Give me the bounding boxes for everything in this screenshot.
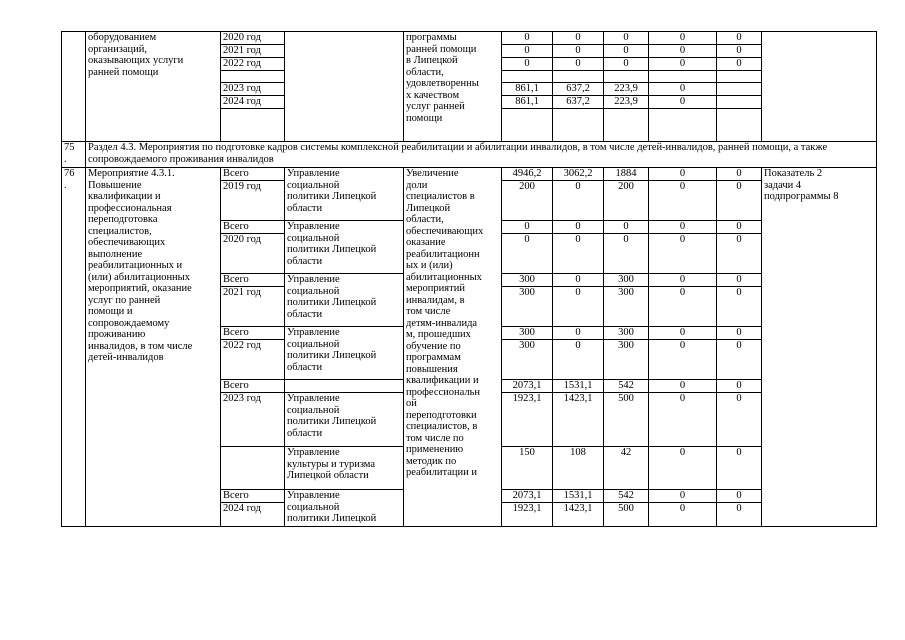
value-cell: 0 (604, 58, 649, 71)
value-cell: 2073,1 (502, 380, 553, 393)
value-cell: 223,9 (604, 96, 649, 109)
value-cell: 0 (553, 340, 604, 380)
year-cell: 2021 год (221, 287, 285, 327)
value-cell: 0 (717, 181, 762, 221)
year-cell: 2024 год (221, 96, 285, 109)
value-cell: 0 (649, 45, 717, 58)
year-cell: 2020 год (221, 32, 285, 45)
value-cell: 1423,1 (553, 503, 604, 527)
event-cell: оборудованием организаций, оказывающих услуги ранней помощи (86, 32, 221, 142)
result-cell: Увеличение доли специалистов в Липецкой области, обеспечивающих оказание реабилитационн ых и (или) абилитационных мероприятий инвалидам, в том числе детям-инвалида м, прошедших обучение по программам повышения квалификации и профессиональн ой переподготовки специалистов, в том числе по применению методик по реабилитации и (404, 168, 502, 527)
value-cell: 3062,2 (553, 168, 604, 181)
value-cell: 0 (649, 490, 717, 503)
value-cell: 0 (717, 380, 762, 393)
value-cell: 1423,1 (553, 393, 604, 447)
year-cell (221, 447, 285, 490)
value-cell: 0 (649, 96, 717, 109)
table-row (62, 32, 877, 45)
value-cell (502, 109, 553, 142)
value-cell: 0 (553, 274, 604, 287)
executor-cell: Управление социальной политики Липецкой области (285, 221, 404, 274)
value-cell: 200 (604, 181, 649, 221)
value-cell: 0 (553, 32, 604, 45)
value-cell: 0 (717, 58, 762, 71)
value-cell (553, 71, 604, 83)
year-cell (221, 71, 285, 83)
year-cell: Всего (221, 380, 285, 393)
value-cell (717, 83, 762, 96)
value-cell: 0 (649, 83, 717, 96)
value-cell: 300 (604, 327, 649, 340)
value-cell: 0 (553, 234, 604, 274)
value-cell: 500 (604, 393, 649, 447)
value-cell (649, 71, 717, 83)
value-cell: 0 (649, 503, 717, 527)
value-cell: 300 (502, 287, 553, 327)
event-cell: Мероприятие 4.3.1. Повышение квалификации и профессиональная переподготовка специалистов, обеспечивающих выполнение реабилитационных и (или) абилитационных мероприятий, оказание услуг по ранней помощи и сопровождаемому проживанию инвалидов, в том числе детей-инвалидов (86, 168, 221, 527)
value-cell: 0 (649, 274, 717, 287)
year-cell: 2021 год (221, 45, 285, 58)
year-cell: Всего (221, 221, 285, 234)
executor-cell: Управление социальной политики Липецкой области (285, 168, 404, 221)
value-cell: 0 (553, 287, 604, 327)
year-cell: 2022 год (221, 58, 285, 71)
year-cell: Всего (221, 327, 285, 340)
value-cell (502, 71, 553, 83)
value-cell: 0 (553, 327, 604, 340)
value-cell: 0 (649, 168, 717, 181)
executor-cell: Управление культуры и туризма Липецкой области (285, 447, 404, 490)
value-cell: 0 (717, 234, 762, 274)
value-cell: 500 (604, 503, 649, 527)
year-cell: Всего (221, 490, 285, 503)
year-cell: 2023 год (221, 83, 285, 96)
num-cell: 75 . (62, 142, 86, 168)
value-cell: 0 (717, 340, 762, 380)
value-cell: 0 (649, 393, 717, 447)
value-cell: 300 (502, 327, 553, 340)
value-cell (717, 109, 762, 142)
value-cell: 4946,2 (502, 168, 553, 181)
value-cell: 0 (717, 503, 762, 527)
value-cell: 0 (717, 168, 762, 181)
value-cell: 861,1 (502, 96, 553, 109)
executor-cell (285, 380, 404, 393)
value-cell (553, 109, 604, 142)
value-cell: 0 (604, 32, 649, 45)
value-cell: 0 (649, 58, 717, 71)
value-cell: 0 (553, 181, 604, 221)
value-cell (604, 71, 649, 83)
value-cell: 0 (502, 45, 553, 58)
value-cell (717, 71, 762, 83)
value-cell: 223,9 (604, 83, 649, 96)
value-cell: 0 (502, 221, 553, 234)
value-cell (717, 96, 762, 109)
value-cell: 0 (553, 58, 604, 71)
value-cell: 861,1 (502, 83, 553, 96)
value-cell: 637,2 (553, 96, 604, 109)
executor-cell: Управление социальной политики Липецкой области (285, 393, 404, 447)
value-cell: 1531,1 (553, 380, 604, 393)
value-cell: 0 (604, 234, 649, 274)
value-cell: 0 (649, 234, 717, 274)
value-cell: 542 (604, 380, 649, 393)
year-cell: 2022 год (221, 340, 285, 380)
value-cell: 2073,1 (502, 490, 553, 503)
indicator-cell: Показатель 2 задачи 4 подпрограммы 8 (762, 168, 877, 527)
value-cell: 0 (649, 32, 717, 45)
num-cell (62, 32, 86, 142)
value-cell: 0 (717, 221, 762, 234)
executor-cell: Управление социальной политики Липецкой области (285, 274, 404, 327)
value-cell: 0 (502, 234, 553, 274)
value-cell: 108 (553, 447, 604, 490)
section-row (62, 142, 877, 168)
value-cell: 0 (649, 447, 717, 490)
value-cell: 0 (649, 327, 717, 340)
value-cell: 0 (717, 274, 762, 287)
table-row (62, 168, 877, 181)
year-cell: 2023 год (221, 393, 285, 447)
value-cell: 0 (604, 45, 649, 58)
value-cell: 1884 (604, 168, 649, 181)
value-cell: 0 (649, 380, 717, 393)
value-cell: 300 (604, 340, 649, 380)
value-cell: 0 (604, 221, 649, 234)
value-cell: 300 (604, 274, 649, 287)
value-cell: 0 (553, 221, 604, 234)
value-cell: 0 (553, 45, 604, 58)
value-cell: 0 (502, 58, 553, 71)
value-cell: 0 (649, 287, 717, 327)
indicator-cell (762, 32, 877, 142)
executor-cell: Управление социальной политики Липецкой (285, 490, 404, 527)
value-cell: 1923,1 (502, 393, 553, 447)
value-cell: 300 (502, 274, 553, 287)
result-cell: программы ранней помощи в Липецкой области, удовлетворенны х качеством услуг ранней помощи (404, 32, 502, 142)
value-cell: 0 (717, 45, 762, 58)
value-cell: 42 (604, 447, 649, 490)
value-cell: 0 (649, 221, 717, 234)
value-cell: 0 (649, 340, 717, 380)
year-cell: Всего (221, 168, 285, 181)
year-cell: Всего (221, 274, 285, 287)
value-cell: 637,2 (553, 83, 604, 96)
year-cell (221, 109, 285, 142)
value-cell: 0 (717, 447, 762, 490)
value-cell: 0 (502, 32, 553, 45)
num-cell: 76 . (62, 168, 86, 527)
value-cell: 0 (717, 393, 762, 447)
value-cell: 300 (502, 340, 553, 380)
value-cell: 542 (604, 490, 649, 503)
year-cell: 2020 год (221, 234, 285, 274)
program-table (61, 31, 877, 527)
year-cell: 2024 год (221, 503, 285, 527)
executor-cell: Управление социальной политики Липецкой области (285, 327, 404, 380)
value-cell: 0 (717, 490, 762, 503)
value-cell (604, 109, 649, 142)
value-cell: 0 (717, 287, 762, 327)
year-cell: 2019 год (221, 181, 285, 221)
value-cell: 0 (717, 327, 762, 340)
value-cell: 1923,1 (502, 503, 553, 527)
value-cell: 300 (604, 287, 649, 327)
value-cell: 1531,1 (553, 490, 604, 503)
executor-cell (285, 32, 404, 142)
value-cell: 150 (502, 447, 553, 490)
value-cell: 200 (502, 181, 553, 221)
value-cell (649, 109, 717, 142)
value-cell: 0 (717, 32, 762, 45)
section-title: Раздел 4.3. Мероприятия по подготовке кадров системы комплексной реабилитации и абилитации инвалидов, в том числе детей-инвалидов, ранней помощи, а также сопровождаемого проживания инвалидов (86, 142, 877, 168)
value-cell: 0 (649, 181, 717, 221)
